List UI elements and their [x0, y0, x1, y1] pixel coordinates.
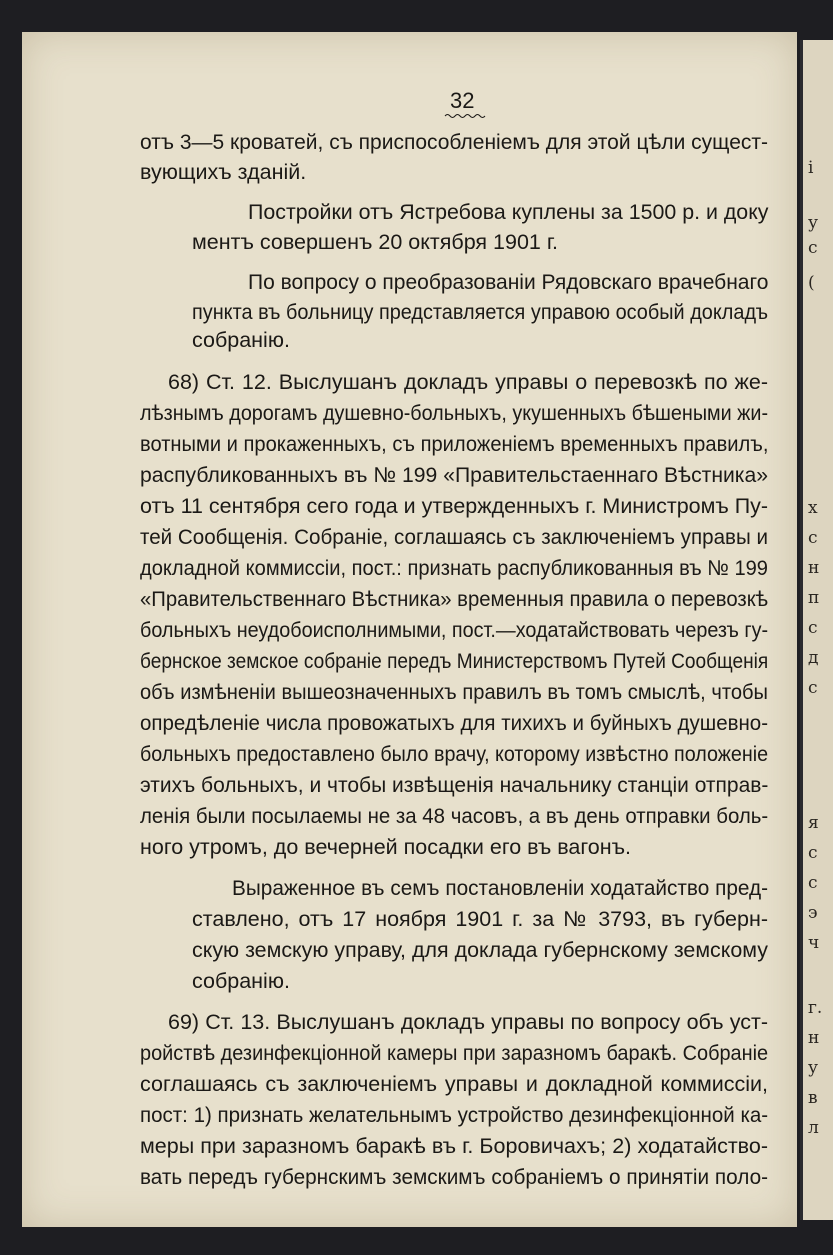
fragment-char: н	[808, 558, 820, 578]
fragment-char: с	[808, 678, 818, 698]
text-line: больныхъ предоставлено было врачу, которому извѣстно положеніе	[140, 742, 769, 766]
text-line: скую земскую управу, для доклада губернскому земскому	[192, 938, 768, 962]
text-line: ройствѣ дезинфекціонной камеры при заразномъ баракѣ. Собраніе	[140, 1041, 769, 1065]
page-number: 32	[450, 88, 475, 113]
text-line: опредѣленіе числа провожатыхъ для тихихъ и буйныхъ душевно-	[140, 711, 769, 735]
text-line: объ измѣненіи вышеозначенныхъ правилъ въ томъ смыслѣ, чтобы	[140, 680, 768, 704]
text-line: «Правительственнаго Вѣстника» временныя правила о перевозкѣ	[140, 587, 769, 611]
text-line: вующихъ зданій.	[140, 160, 307, 184]
text-line: распубликованныхъ въ № 199 «Правительстаеннаго Вѣстника»	[140, 463, 769, 487]
fragment-char: п	[808, 588, 820, 608]
fragment-char: г.	[808, 998, 823, 1018]
page-number-ornament	[445, 113, 485, 119]
text-line: ленія были посылаемы не за 48 часовъ, а въ день отправки боль-	[140, 804, 769, 828]
text-line: отъ 3—5 кроватей, съ приспособленіемъ для этой цѣли сущест-	[140, 130, 769, 154]
fragment-char: с	[808, 873, 818, 893]
text-line: собранію.	[192, 328, 290, 352]
fragment-char: л	[808, 1118, 819, 1138]
fragment-char: в	[808, 1088, 818, 1108]
fragment-char: э	[808, 903, 818, 923]
text-line: По вопросу о преобразованіи Рядовскаго врачебнаго	[248, 270, 769, 294]
text-line: этихъ больныхъ, и чтобы извѣщенія начальнику станціи отправ-	[140, 773, 769, 797]
text-line: 69) Ст. 13. Выслушанъ докладъ управы по вопросу объ уст-	[168, 1010, 768, 1034]
text-line: собранію.	[192, 969, 290, 993]
text-line: ментъ совершенъ 20 октября 1901 г.	[192, 230, 559, 254]
text-line: 68) Ст. 12. Выслушанъ докладъ управы о перевозкѣ по же-	[168, 370, 768, 394]
text-line: вать передъ губернскимъ земскимъ собраніемъ о принятіи поло-	[140, 1165, 769, 1189]
fragment-char: д	[808, 648, 819, 668]
text-line: докладной коммиссіи, пост.: признать распубликованныя въ № 199	[140, 556, 768, 580]
text-line: Выраженное въ семъ постановленіи ходатайство пред-	[232, 876, 769, 900]
text-line: тей Сообщенія. Собраніе, соглашаясь съ заключеніемъ управы и	[140, 525, 768, 549]
fragment-char: с	[808, 618, 818, 638]
fragment-char: с	[808, 238, 818, 258]
text-line: ного утромъ, до вечерней посадки его въ вагонъ.	[140, 835, 632, 859]
text-line: ставлено, отъ 17 ноября 1901 г. за № 3793, въ губерн-	[192, 907, 768, 931]
text-line: пост: 1) признать желательнымъ устройство дезинфекціонной ка-	[140, 1103, 769, 1127]
fragment-char: с	[808, 528, 818, 548]
fragment-char: у	[808, 213, 819, 233]
fragment-char: (	[808, 273, 815, 293]
text-line: лѣзнымъ дорогамъ душевно-больныхъ, укушенныхъ бѣшеными жи-	[140, 401, 769, 425]
fragment-char: ч	[808, 933, 820, 953]
text-line: меры при заразномъ баракѣ въ г. Боровичахъ; 2) ходатайство-	[140, 1134, 768, 1158]
fragment-char: у	[808, 1058, 819, 1078]
fragment-char: с	[808, 843, 818, 863]
text-line: больныхъ неудобоисполнимыми, пост.—ходатайствовать черезъ гу-	[140, 618, 769, 642]
fragment-char: х	[808, 498, 818, 518]
text-line: отъ 11 сентября сего года и утвержденныхъ г. Министромъ Пу-	[140, 494, 769, 518]
fragment-char: н	[808, 1028, 820, 1048]
text-line: вотными и прокаженныхъ, съ приложеніемъ временныхъ правилъ,	[140, 432, 769, 456]
fragment-char: і	[808, 158, 814, 178]
text-line: бернское земское собраніе передъ Министерствомъ Путей Сообщенія	[140, 649, 769, 673]
fragment-char: я	[808, 813, 819, 833]
text-line: пункта въ больницу представляется управою особый докладъ	[192, 300, 769, 324]
text-line: соглашаясь съ заключеніемъ управы и докладной коммиссіи,	[140, 1072, 768, 1096]
text-line: Постройки отъ Ястребова куплены за 1500 р. и доку	[248, 200, 769, 224]
